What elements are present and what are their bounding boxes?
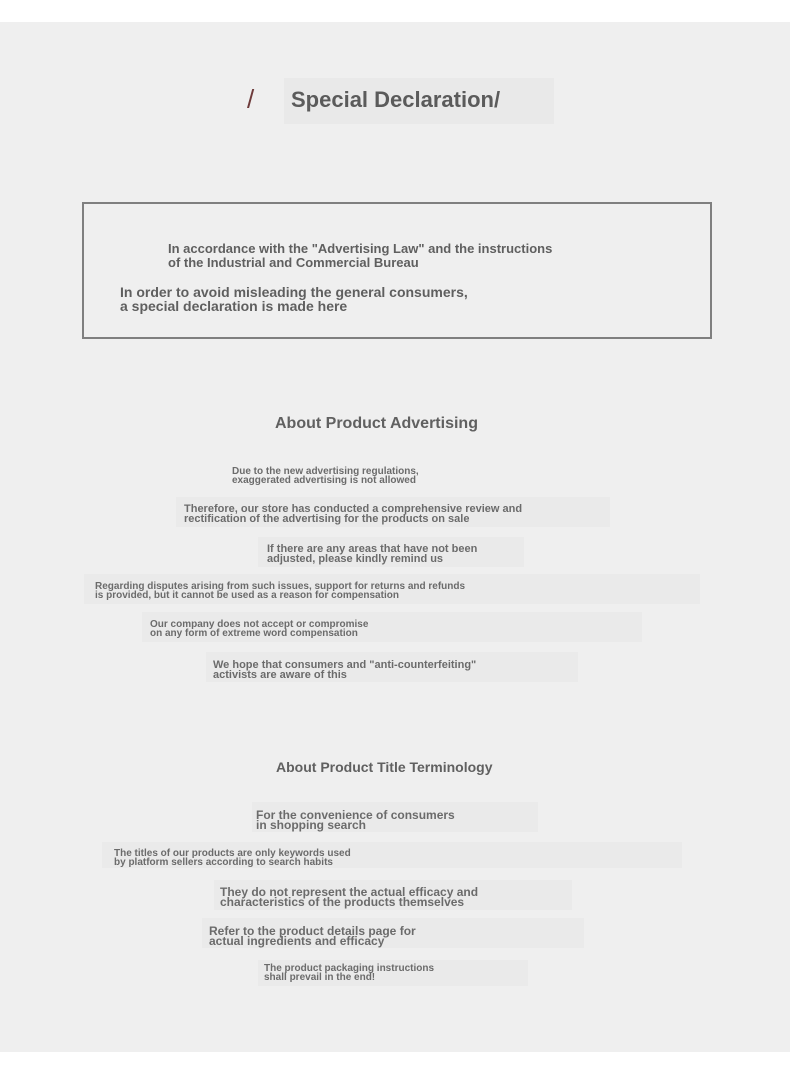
advertising-item-2: Therefore, our store has conducted a comprehensive review and rectification of the advertising for the products on sale: [184, 503, 523, 525]
title-slash: /: [247, 84, 255, 114]
terminology-item-4: Refer to the product details page for actual ingredients and efficacy: [209, 924, 416, 948]
notice-box: [82, 202, 712, 339]
section-title-product-advertising: About Product Advertising: [275, 415, 478, 432]
notice-line-2: In order to avoid misleading the general consumers, a special declaration is made here: [120, 284, 468, 314]
advertising-item-5: Our company does not accept or compromise on any form of extreme word compensation: [150, 619, 369, 639]
terminology-item-2: The titles of our products are only keywords used by platform sellers according to search habits: [114, 848, 351, 868]
advertising-item-4: Regarding disputes arising from such issues, support for returns and refunds is provided, but it cannot be used as a reason for compensation: [95, 581, 466, 601]
advertising-item-1: Due to the new advertising regulations, exaggerated advertising is not allowed: [232, 466, 419, 486]
advertising-item-3: If there are any areas that have not been adjusted, please kindly remind us: [267, 543, 478, 565]
terminology-item-1: For the convenience of consumers in shopping search: [256, 808, 455, 832]
terminology-item-3: They do not represent the actual efficacy and characteristics of the products themselves: [220, 885, 479, 909]
terminology-item-5: The product packaging instructions shall prevail in the end!: [264, 963, 435, 983]
notice-line-1: In accordance with the "Advertising Law" and the instructions of the Industrial and Commercial Bureau: [168, 241, 553, 270]
advertising-item-6: We hope that consumers and "anti-counterfeiting" activists are aware of this: [213, 659, 477, 681]
page-title: Special Declaration/: [291, 87, 501, 112]
section-title-product-title-terminology: About Product Title Terminology: [276, 759, 493, 775]
